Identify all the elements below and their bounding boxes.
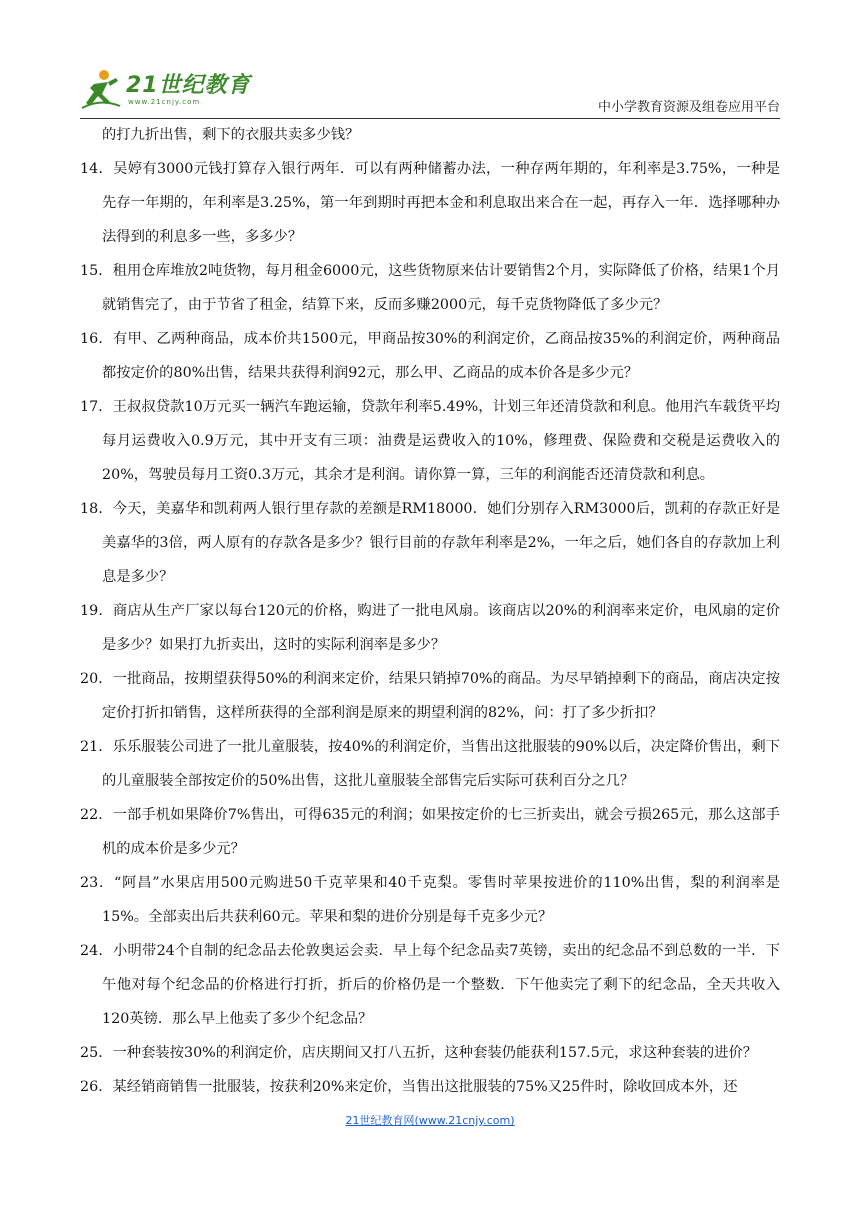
question-16: 16．有甲、乙两种商品，成本价共1500元，甲商品按30%的利润定价，乙商品按35%的利润定价，两种商品都按定价的80%出售，结果共获得利润92元，那么甲、乙商品的成本价各是多少元？ — [80, 331, 780, 381]
question-26: 26．某经销商销售一批服装，按获利20%来定价，当售出这批服装的75%又25件时，除收回成本外，还 — [80, 1079, 738, 1095]
question-continuation: 的打九折出售，剩下的衣服共卖多少钱？ — [102, 127, 360, 143]
page-header — [80, 66, 780, 118]
logo-url: www.21cnjy.com — [128, 98, 201, 106]
logo-title: 21世纪教育 — [126, 73, 251, 98]
question-15: 15．租用仓库堆放2吨货物，每月租金6000元，这些货物原来估计要销售2个月，实际降低了价格，结果1个月就销售完了，由于节省了租金，结算下来，反而多赚2000元，每千克货物降低了多少元？ — [80, 263, 780, 313]
question-19: 19．商店从生产厂家以每台120元的价格，购进了一批电风扇。该商店以20%的利润率来定价，电风扇的定价是多少？如果打九折卖出，这时的实际利润率是多少？ — [80, 603, 780, 653]
question-list — [80, 118, 780, 1104]
logo — [80, 66, 251, 114]
page-footer — [0, 1112, 860, 1128]
question-22: 22．一部手机如果降价7%售出，可得635元的利润；如果按定价的七三折卖出，就会亏损265元，那么这部手机的成本价是多少元？ — [80, 807, 780, 857]
runner-logo-icon — [80, 68, 122, 112]
question-24: 24．小明带24个自制的纪念品去伦敦奥运会卖．早上每个纪念品卖7英镑，卖出的纪念品不到总数的一半．下午他对每个纪念品的价格进行打折，折后的价格仍是一个整数．下午他卖完了剩下的纪念品，全天共收入120英镑．那么早上他卖了多少个纪念品？ — [80, 943, 780, 1027]
question-25: 25．一种套装按30%的利润定价，店庆期间又打八五折，这种套装仍能获利157.5元，求这种套装的进价？ — [80, 1045, 758, 1061]
question-14: 14．吴婷有3000元钱打算存入银行两年．可以有两种储蓄办法，一种存两年期的，年利率是3.75%，一种是先存一年期的，年利率是3.25%，第一年到期时再把本金和利息取出来合在一起，再存入一年．选择哪种办法得到的利息多一些，多多少？ — [80, 161, 780, 245]
platform-name: 中小学教育资源及组卷应用平台 — [597, 100, 780, 115]
question-23: 23．“阿昌”水果店用500元购进50千克苹果和40千克梨。零售时苹果按进价的110%出售，梨的利润率是15%。全部卖出后共获利60元。苹果和梨的进价分别是每千克多少元？ — [80, 875, 780, 925]
footer-link[interactable]: 21世纪教育网(www.21cnjy.com) — [345, 1114, 515, 1127]
question-21: 21．乐乐服装公司进了一批儿童服装，按40%的利润定价，当售出这批服装的90%以后，决定降价售出，剩下的儿童服装全部按定价的50%出售，这批儿童服装全部售完后实际可获利百分之几？ — [80, 739, 780, 789]
question-17: 17．王叔叔贷款10万元买一辆汽车跑运输，贷款年利率5.49%，计划三年还清贷款和利息。他用汽车载货平均每月运费收入0.9万元，其中开支有三项：油费是运费收入的10%，修理费、保险费和交税是运费收入的20%，驾驶员每月工资0.3万元，其余才是利润。请你算一算，三年的利润能否还清贷款和利息。 — [80, 399, 780, 483]
question-20: 20．一批商品，按期望获得50%的利润来定价，结果只销掉70%的商品。为尽早销掉剩下的商品，商店决定按定价打折扣销售，这样所获得的全部利润是原来的期望利润的82%，问：打了多少折扣？ — [80, 671, 780, 721]
question-18: 18．今天，美嘉华和凯莉两人银行里存款的差额是RM18000．她们分别存入RM3000后，凯莉的存款正好是美嘉华的3倍，两人原有的存款各是多少？银行目前的存款年利率是2%，一年之后，她们各自的存款加上利息是多少？ — [80, 501, 780, 585]
